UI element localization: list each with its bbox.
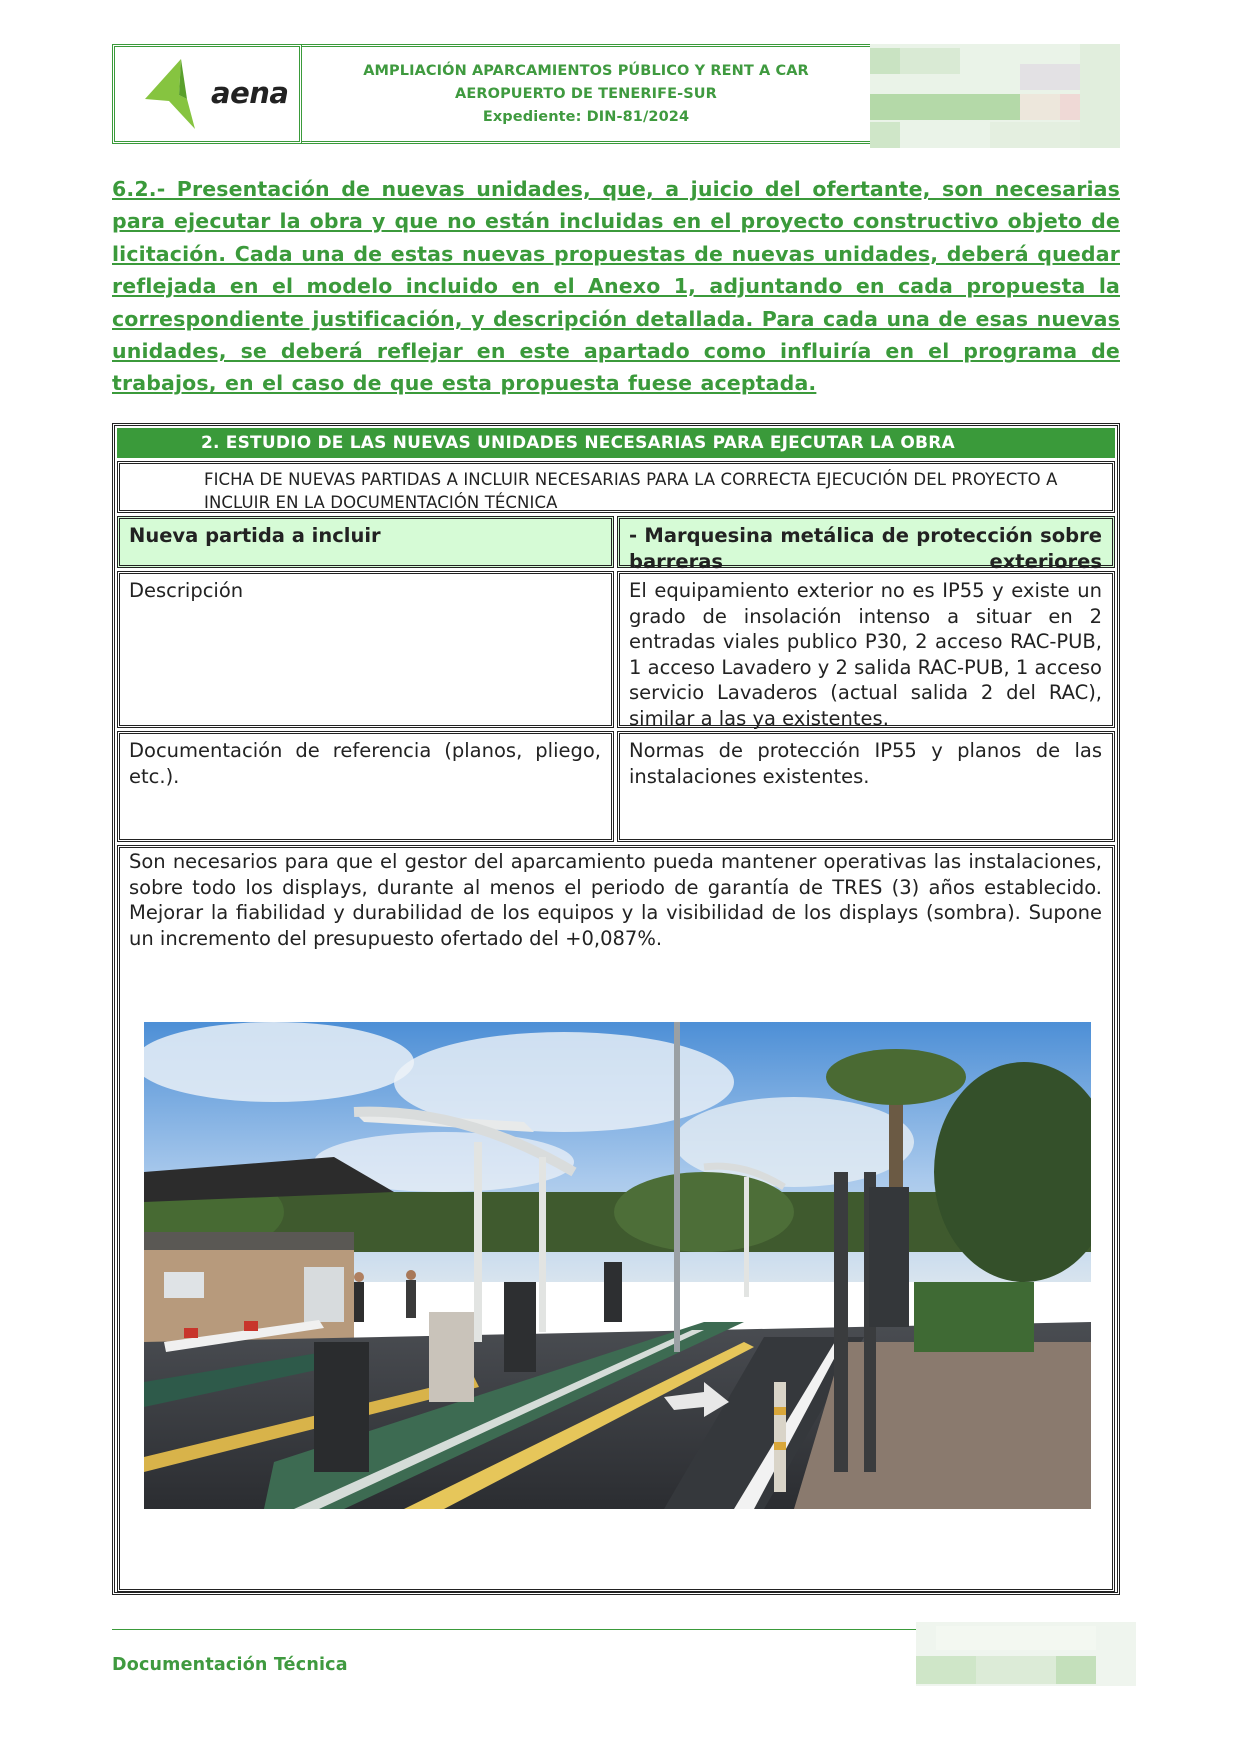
header-title-line-2: AEROPUERTO DE TENERIFE-SUR: [455, 86, 717, 102]
justification-text: Son necesarios para que el gestor del aparcamiento pueda mantener operativas las instalaciones, sobre todo los displays, durante al menos el periodo de garantía de TRES (3) años establecido. Mejorar la fiabilidad y durabilidad de los equipos y la visibilidad de los displays (sombra). Supone un incremento del presupuesto ofertado del +0,087%.: [129, 850, 1102, 950]
table-subheading: FICHA DE NUEVAS PARTIDAS A INCLUIR NECESARIAS PARA LA CORRECTA EJECUCIÓN DEL PROYECTO A INCLUIR EN LA DOCUMENTACIÓN TÉCNICA: [117, 461, 1115, 513]
row-value-reference-docs: Normas de protección IP55 y planos de las instalaciones existentes.: [617, 731, 1115, 842]
table-heading: 2. ESTUDIO DE LAS NUEVAS UNIDADES NECESARIAS PARA EJECUTAR LA OBRA: [117, 428, 1115, 458]
footer-divider: [112, 1629, 916, 1630]
row-label-reference-docs: Documentación de referencia (planos, pliego, etc.).: [117, 731, 614, 842]
canopy-photo: [144, 1022, 1091, 1509]
blurred-logo-area: [870, 44, 1120, 148]
header-expediente: Expediente: DIN-81/2024: [482, 109, 690, 125]
logo-text: aena: [211, 76, 289, 110]
row-label-description: Descripción: [117, 571, 614, 728]
row-value-description: El equipamiento exterior no es IP55 y existe un grado de insolación intenso a situar en 2 entradas viales publico P30, 2 acceso RAC-PUB, 1 acceso Lavadero y 2 salida RAC-PUB, 1 acceso servicio Lavaderos (actual salida 2 del RAC), similar a las ya existentes.: [617, 571, 1115, 728]
row-value-new-item: - Marquesina metálica de protección sobre barreras exteriores: [617, 516, 1115, 568]
footer-label: Documentación Técnica: [112, 1655, 348, 1675]
row-label-new-item: Nueva partida a incluir: [117, 516, 614, 568]
logo-box: [112, 44, 302, 144]
header-title-line-1: AMPLIACIÓN APARCAMIENTOS PÚBLICO Y RENT A CAR: [363, 63, 809, 79]
section-intro-heading: 6.2.- Presentación de nuevas unidades, que, a juicio del ofertante, son necesarias para ejecutar la obra y que no están incluidas en el proyecto constructivo objeto de licitación. Cada una de estas nuevas propuestas de nuevas unidades, deberá quedar reflejada en el modelo incluido en el Anexo 1, adjuntando en cada propuesta la correspondiente justificación, y descripción detallada. Para cada una de esas nuevas unidades, se deberá reflejar en este apartado como influiría en el programa de trabajos, en el caso de que esta propuesta fuese aceptada.: [112, 177, 1120, 396]
page-header: [112, 44, 1120, 148]
header-title-box: [302, 44, 870, 144]
footer-blurred-area: [916, 1622, 1136, 1686]
aena-logo-icon: [123, 49, 223, 143]
parking-barriers-photo: [144, 1022, 1091, 1509]
